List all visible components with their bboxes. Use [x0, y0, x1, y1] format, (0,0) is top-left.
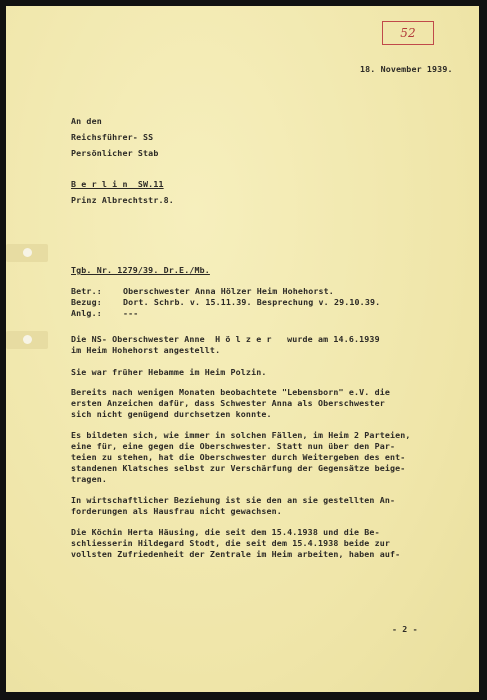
journal-reference: Tgb. Nr. 1279/39. Dr.E./Mb.	[71, 265, 210, 275]
attachment-label: Anlg.:	[71, 308, 102, 318]
punch-hole-top	[6, 244, 48, 262]
recipient-line-2: Reichsführer- SS	[71, 132, 154, 142]
punch-hole-bottom	[6, 331, 48, 349]
reference-label: Bezug:	[71, 297, 102, 307]
body-line: forderungen als Hausfrau nicht gewachsen.	[71, 506, 282, 516]
document-page	[6, 6, 479, 692]
body-line: sich nicht genügend durchsetzen konnte.	[71, 409, 272, 419]
body-line: In wirtschaftlicher Beziehung ist sie den an sie gestellten An-	[71, 495, 396, 505]
body-line: ersten Anzeichen dafür, dass Schwester Anna als Oberschwester	[71, 398, 385, 408]
body-line: vollsten Zufriedenheit der Zentrale im Heim arbeiten, haben auf-	[71, 549, 401, 559]
recipient-line-3: Persönlicher Stab	[71, 148, 159, 158]
reference-value: Dort. Schrb. v. 15.11.39. Besprechung v. 29.10.39.	[123, 297, 381, 307]
body-line: Die Köchin Herta Häusing, die seit dem 15.4.1938 und die Be-	[71, 527, 380, 537]
attachment-value: ---	[123, 308, 139, 318]
body-line: Sie war früher Hebamme im Heim Polzin.	[71, 367, 267, 377]
body-line: tragen.	[71, 474, 108, 484]
subject-value: Oberschwester Anna Hölzer Heim Hohehorst.	[123, 286, 334, 296]
body-line: Es bildeten sich, wie immer in solchen Fällen, im Heim 2 Parteien,	[71, 430, 411, 440]
body-line: teien zu stehen, hat die Oberschwester durch Weitergeben des ent-	[71, 452, 406, 462]
recipient-city: B e r l i n SW.11	[71, 179, 164, 189]
body-line: eine für, eine gegen die Oberschwester. Statt nun über den Par-	[71, 441, 396, 451]
recipient-line-1: An den	[71, 116, 102, 126]
body-line: im Heim Hohehorst angestellt.	[71, 345, 221, 355]
body-line: schliesserin Hildegard Stodt, die seit dem 15.4.1938 beide zur	[71, 538, 390, 548]
letter-date: 18. November 1939.	[360, 64, 453, 74]
recipient-street: Prinz Albrechtstr.8.	[71, 195, 174, 205]
body-line: Bereits nach wenigen Monaten beobachtete "Lebensborn" e.V. die	[71, 387, 390, 397]
body-line: standenen Klatsches selbst zur Verschärfung der Gegensätze beige-	[71, 463, 406, 473]
subject-label: Betr.:	[71, 286, 102, 296]
body-line: Die NS- Oberschwester Anne H ö l z e r wurde am 14.6.1939	[71, 334, 380, 344]
page-continuation-marker: - 2 -	[392, 624, 418, 634]
archive-number-stamp: 52	[382, 21, 434, 45]
